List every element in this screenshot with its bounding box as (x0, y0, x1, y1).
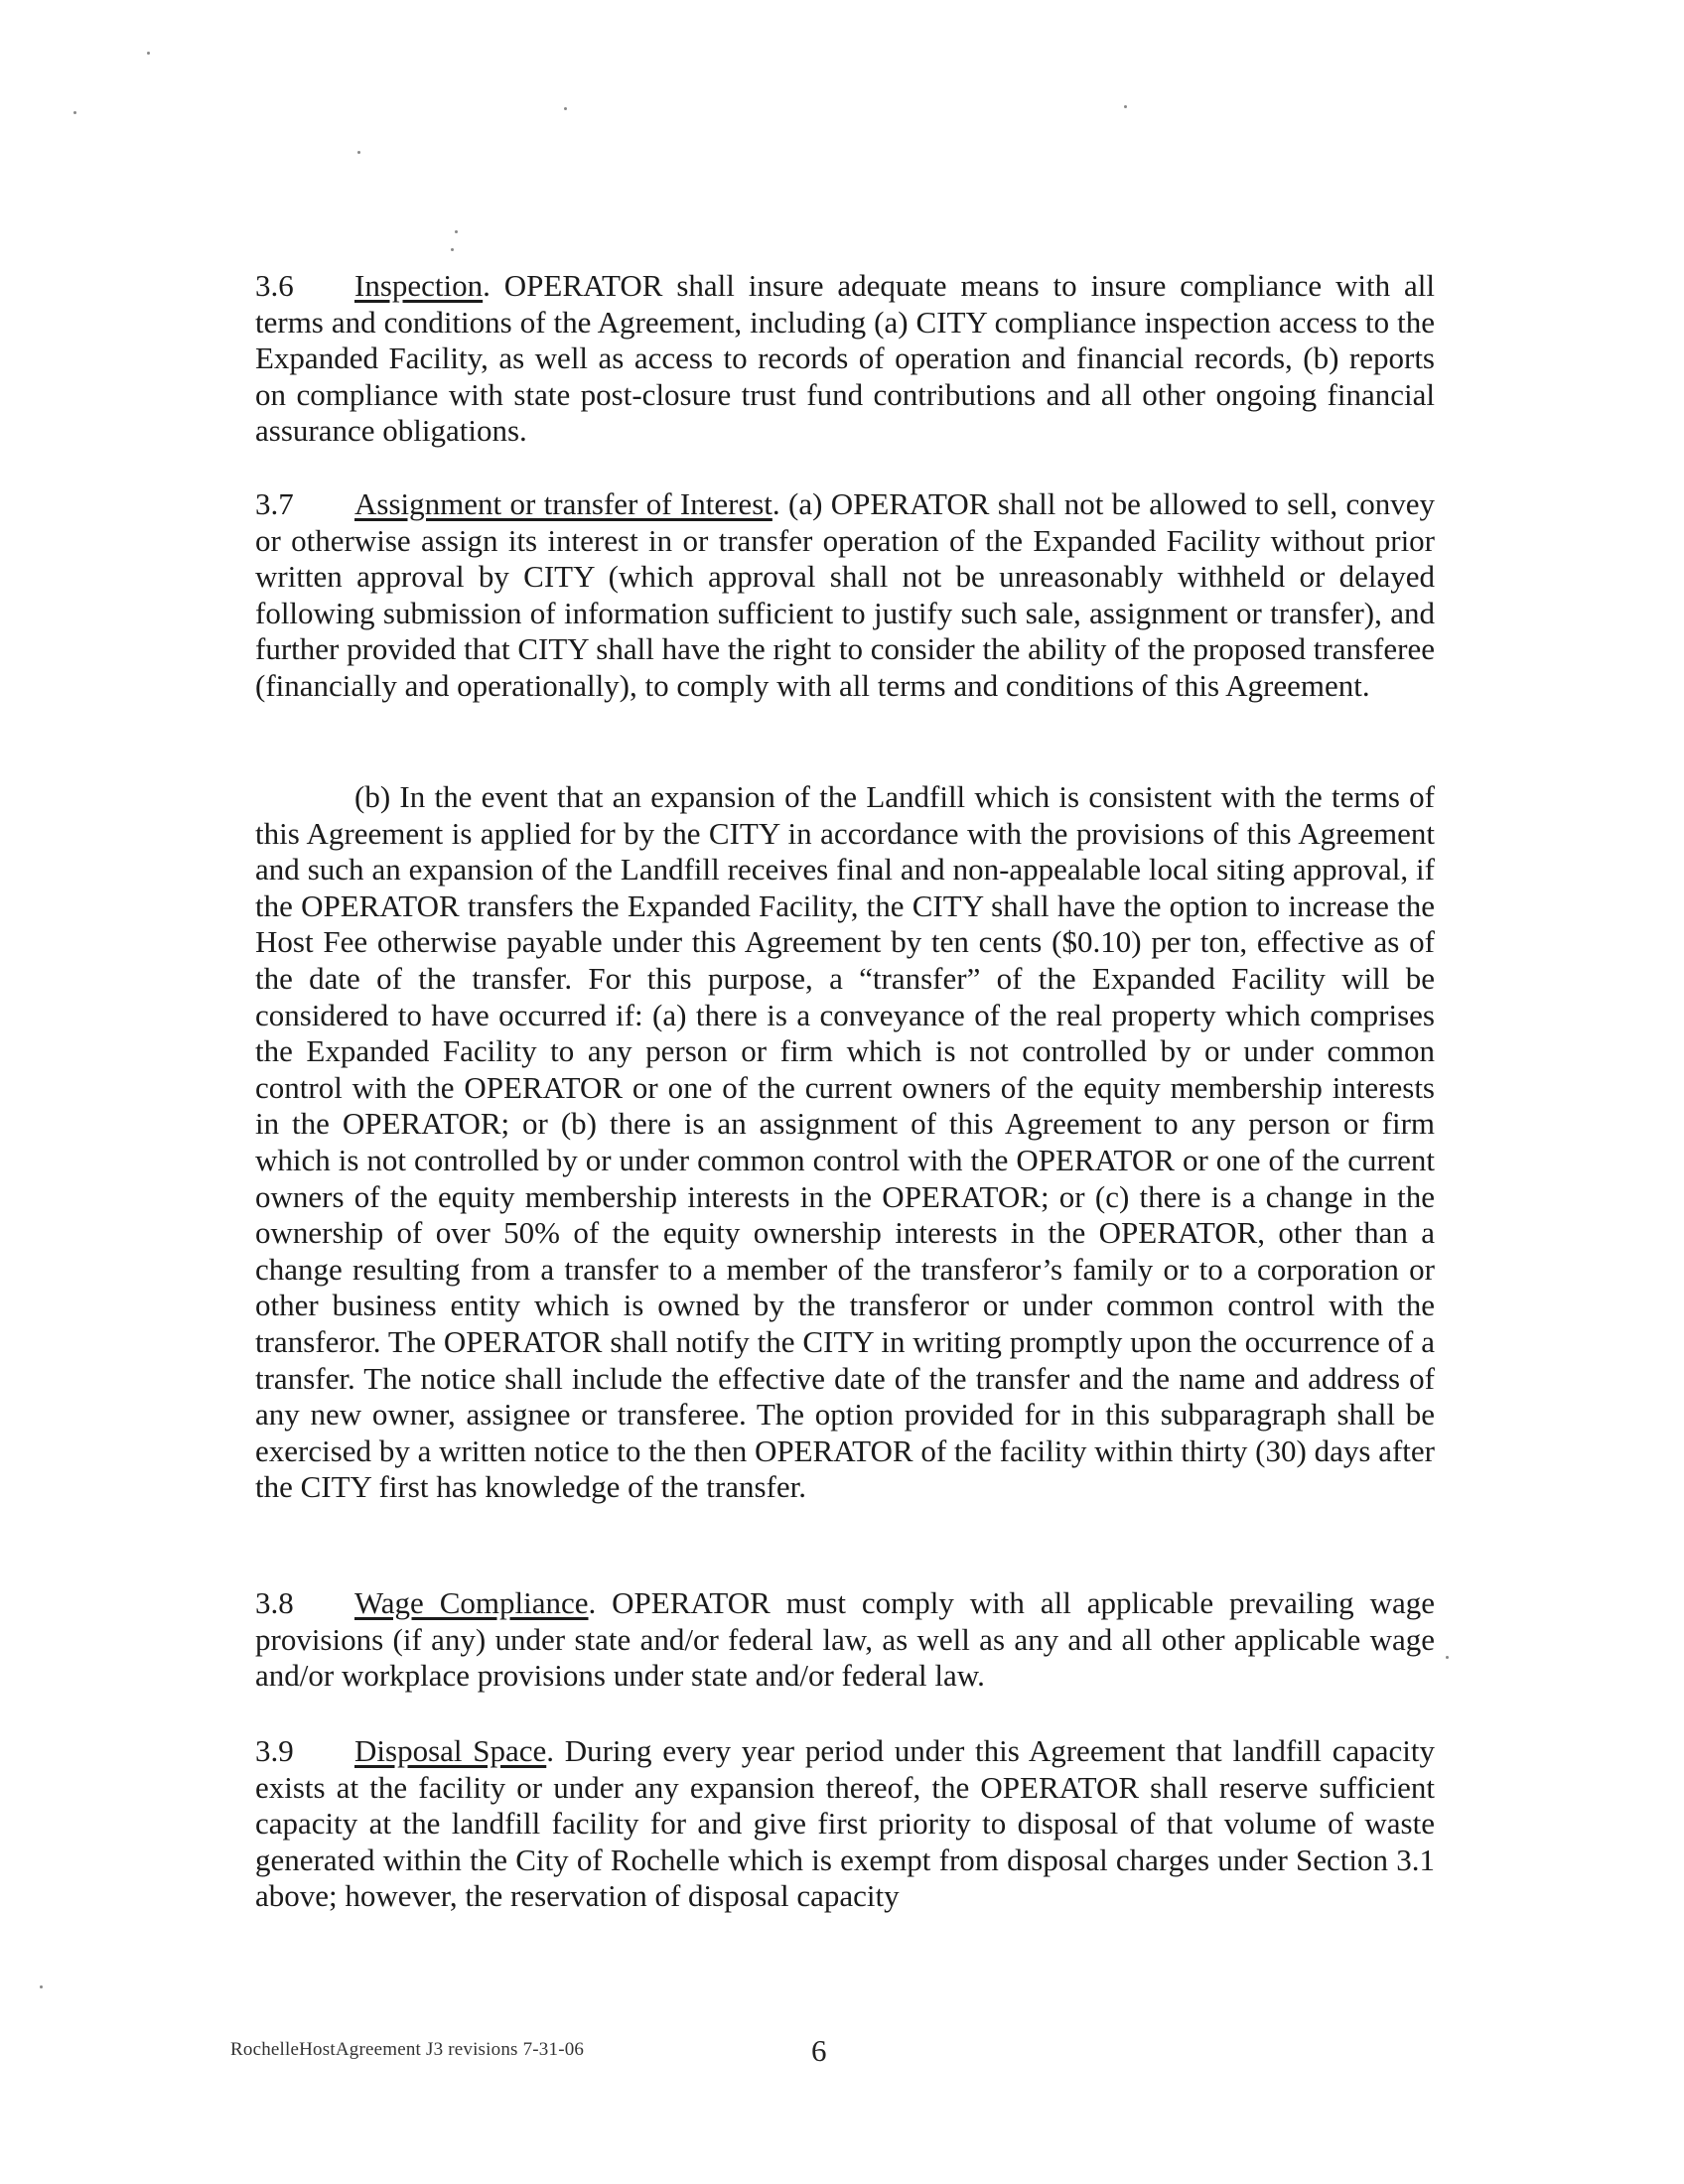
section-number: 3.8 (255, 1585, 294, 1620)
section-heading: Wage Compliance (354, 1585, 589, 1620)
section-3-9 (255, 1733, 1435, 1915)
section-body: (b) In the event that an expansion of the Landfill which is consistent with the terms of this Agreement is applied for by the CITY in accordance with the provisions of this Agreement and such an expansion of the Landfill receives final and non-appealable local siting approval, if the OPERATOR transfers the Expanded Facility, the CITY shall have the option to increase the Host Fee otherwise payable under this Agreement by ten cents ($0.10) per ton, effective as of the date of the transfer. For this purpose, a “transfer” of the Expanded Facility will be considered to have occurred if: (a) there is a conveyance of the real property which comprises the Expanded Facility to any person or firm which is not controlled by or under common control with the OPERATOR or one of the current owners of the equity membership interests in the OPERATOR; or (b) there is an assignment of this Agreement to any person or firm which is not controlled by or under common control with the OPERATOR or one of the current owners of the equity membership interests in the OPERATOR; or (c) there is a change in the ownership of over 50% of the equity ownership interests in the OPERATOR, other than a change resulting from a transfer to a member of the transferor’s family or to a corporation or other business entity which is owned by the transferor or under common control with the transferor. The OPERATOR shall notify the CITY in writing promptly upon the occurrence of a transfer. The notice shall include the effective date of the transfer and the name and address of any new owner, assignee or transferee. The option provided for in this subparagraph shall be exercised by a written notice to the then OPERATOR of the facility within thirty (30) days after the CITY first has knowledge of the transfer. (255, 779, 1435, 1505)
section-number: 3.7 (255, 486, 294, 521)
section-number: 3.9 (255, 1733, 294, 1768)
section-number: 3.6 (255, 268, 294, 303)
scan-speck (73, 111, 76, 114)
footer-document-name: RochelleHostAgreement J3 revisions 7-31-06 (230, 2039, 585, 2060)
section-heading: Disposal Space (354, 1733, 547, 1768)
scan-speck (147, 52, 150, 55)
section-body: . (a) OPERATOR shall not be allowed to sell, convey or otherwise assign its interest in or transfer operation of the Expanded Facility without prior written approval by CITY (which approval shall not be unreasonably withheld or delayed following submission of information sufficient to justify such sale, assignment or transfer), and further provided that CITY shall have the right to consider the ability of the proposed transferee (financially and operationally), to comply with all terms and conditions of this Agreement. (255, 486, 1435, 703)
section-3-7-b (255, 779, 1435, 1506)
section-heading: Assignment or transfer of Interest (354, 486, 772, 521)
section-heading: Inspection (354, 268, 484, 303)
scan-speck (357, 151, 360, 154)
scan-speck (564, 107, 567, 110)
section-body: . During every year period under this Agreement that landfill capacity exists at the facility or under any expansion thereof, the OPERATOR shall reserve sufficient capacity at the landfill facility for and give first priority to disposal of that volume of waste generated within the City of Rochelle which is exempt from disposal charges under Section 3.1 above; however, the reservation of disposal capacity (255, 1733, 1435, 1914)
section-body: . OPERATOR must comply with all applicable prevailing wage provisions (if any) under state and/or federal law, as well as any and all other applicable wage and/or workplace provisions under state and/or federal law. (255, 1585, 1435, 1694)
scan-speck (455, 230, 458, 233)
scan-speck (40, 1985, 43, 1988)
scan-speck (1446, 1656, 1449, 1659)
scan-speck (451, 248, 454, 251)
page-number: 6 (811, 2033, 827, 2068)
section-3-8 (255, 1585, 1435, 1695)
section-3-7 (255, 486, 1435, 705)
section-body: . OPERATOR shall insure adequate means to insure compliance with all terms and conditions of the Agreement, including (a) CITY compliance inspection access to the Expanded Facility, as well as access to records of operation and financial records, (b) reports on compliance with state post-closure trust fund contributions and all other ongoing financial assurance obligations. (255, 268, 1435, 449)
scan-speck (1124, 105, 1127, 108)
section-3-6 (255, 268, 1435, 450)
